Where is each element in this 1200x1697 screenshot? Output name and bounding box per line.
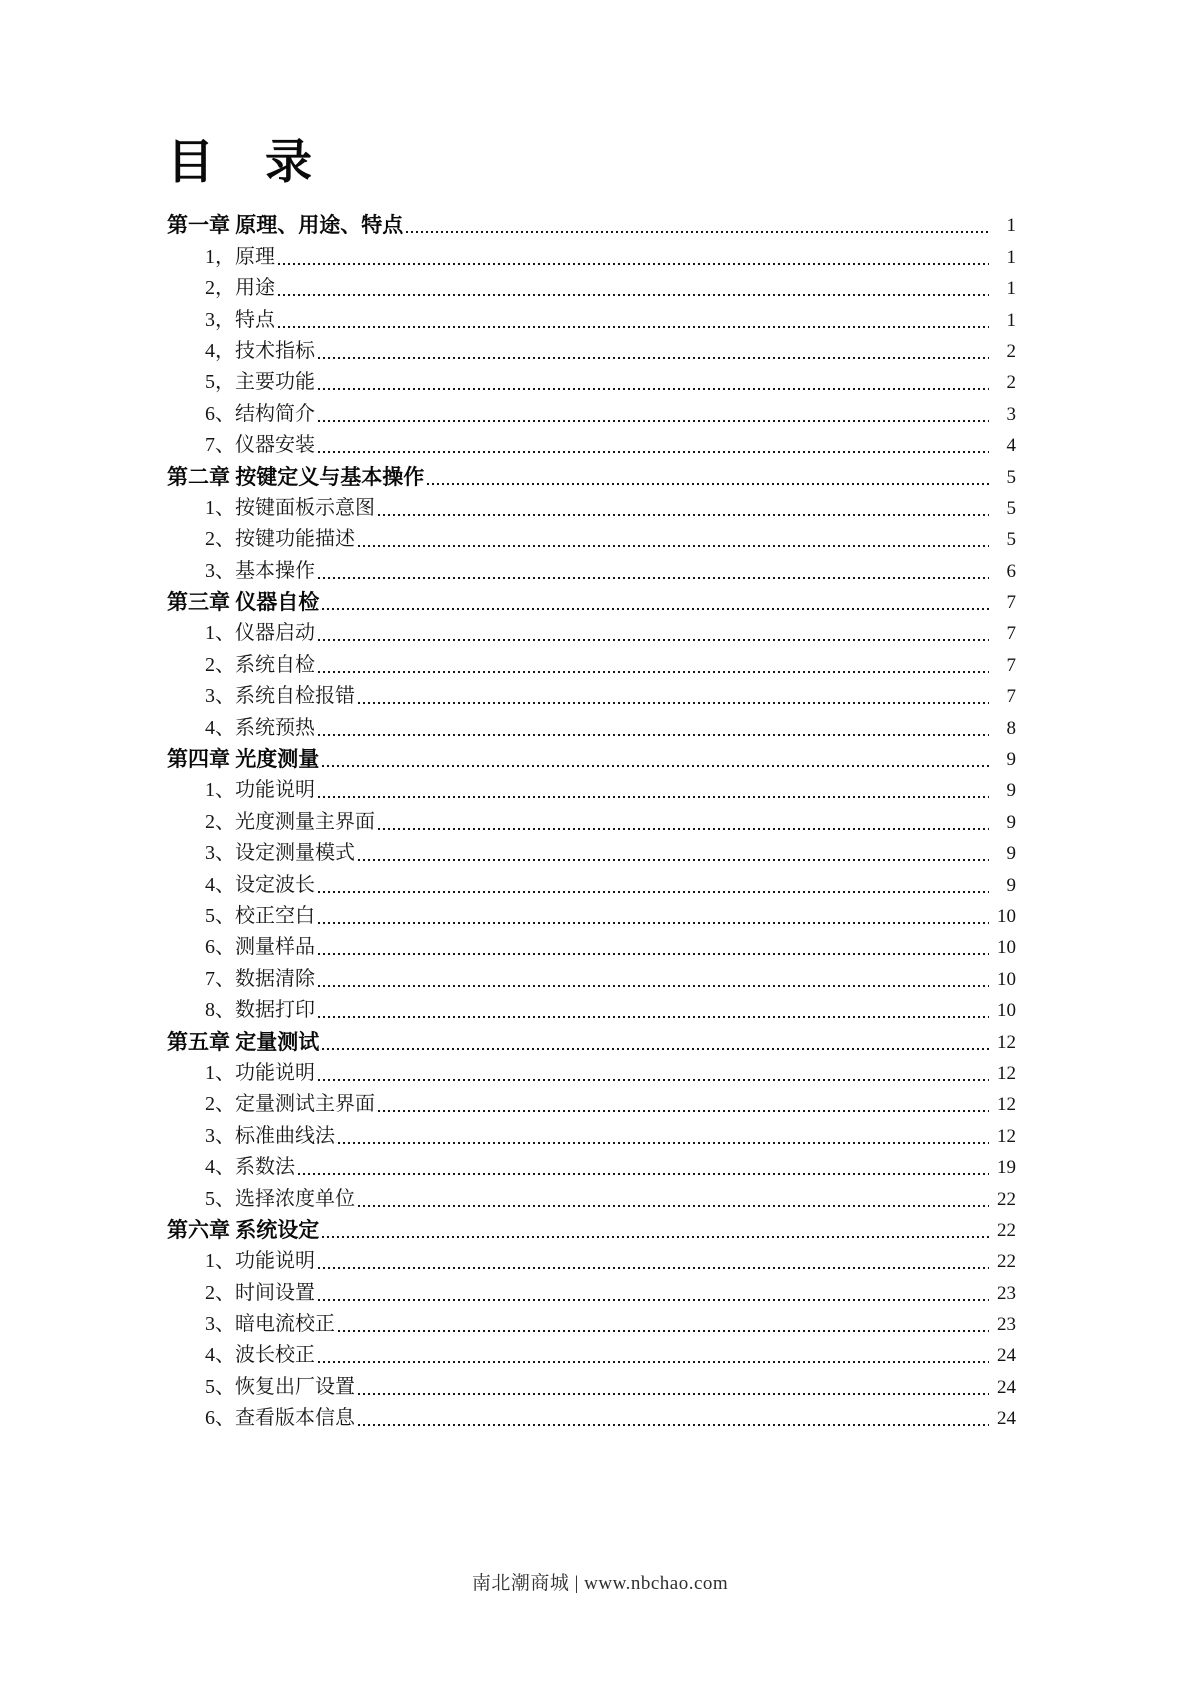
toc-entry-page: 10 <box>997 1000 1016 1022</box>
toc-leader-dots <box>322 1236 989 1238</box>
toc-entry-label: 第一章 原理、用途、特点 <box>167 213 404 238</box>
toc-entry-label: 4、波长校正 <box>205 1344 315 1367</box>
toc-entry-page: 7 <box>1006 592 1016 614</box>
toc-entry-page: 24 <box>997 1408 1016 1430</box>
toc-leader-dots <box>358 1205 989 1207</box>
toc-row-item <box>167 1399 1016 1430</box>
toc-row-item <box>167 363 1016 394</box>
toc-row-item <box>167 802 1016 833</box>
toc-entry-page: 7 <box>1006 623 1016 645</box>
toc-entry-page: 5 <box>1006 529 1016 551</box>
toc-row-item <box>167 426 1016 457</box>
toc-row-item <box>167 991 1016 1022</box>
toc-row-item <box>167 489 1016 520</box>
toc-row-item <box>167 834 1016 865</box>
toc-entry-label: 第六章 系统设定 <box>167 1217 320 1242</box>
toc-leader-dots <box>322 1048 989 1050</box>
toc-entry-label: 2、光度测量主界面 <box>205 810 375 833</box>
toc-entry-label: 6、测量样品 <box>205 936 315 959</box>
toc-entry-page: 10 <box>997 968 1016 990</box>
toc-leader-dots <box>358 545 989 547</box>
toc-leader-dots <box>318 388 989 390</box>
toc-row-item <box>167 865 1016 896</box>
toc-entry-page: 1 <box>1006 278 1016 300</box>
toc-row-item <box>167 1367 1016 1398</box>
toc-leader-dots <box>318 953 989 955</box>
toc-leader-dots <box>338 1330 989 1332</box>
toc-leader-dots <box>318 671 989 673</box>
toc-leader-dots <box>318 1361 989 1363</box>
toc-row-chapter <box>167 457 1016 488</box>
toc-entry-label: 3、标准曲线法 <box>205 1124 335 1147</box>
toc-leader-dots <box>322 765 989 767</box>
toc-entry-label: 2、按键功能描述 <box>205 528 355 551</box>
toc-entry-page: 22 <box>997 1219 1016 1241</box>
toc-leader-dots <box>406 231 989 233</box>
toc-row-chapter <box>167 1022 1016 1053</box>
toc-entry-label: 8、数据打印 <box>205 999 315 1022</box>
toc-entry-page: 22 <box>997 1251 1016 1273</box>
toc-row-item <box>167 1305 1016 1336</box>
toc-row-item <box>167 645 1016 676</box>
toc-leader-dots <box>318 1299 989 1301</box>
toc-entry-label: 第五章 定量测试 <box>167 1029 320 1054</box>
toc-row-item <box>167 332 1016 363</box>
toc-entry-label: 第二章 按键定义与基本操作 <box>167 464 425 489</box>
toc-row-chapter <box>167 583 1016 614</box>
toc-entry-page: 24 <box>997 1376 1016 1398</box>
toc-entry-page: 1 <box>1006 246 1016 268</box>
toc-entry-label: 2，用途 <box>205 277 275 300</box>
toc-leader-dots <box>318 420 989 422</box>
toc-row-chapter <box>167 740 1016 771</box>
toc-leader-dots <box>298 1173 989 1175</box>
toc-row-item <box>167 771 1016 802</box>
toc-entry-page: 10 <box>997 937 1016 959</box>
toc-entry-page: 23 <box>997 1282 1016 1304</box>
toc-row-item <box>167 237 1016 268</box>
toc-entry-page: 2 <box>1006 372 1016 394</box>
toc-leader-dots <box>378 1110 989 1112</box>
toc-leader-dots <box>318 796 989 798</box>
toc-entry-page: 9 <box>1006 811 1016 833</box>
toc-entry-page: 3 <box>1006 403 1016 425</box>
toc-leader-dots <box>278 294 989 296</box>
toc-entry-page: 9 <box>1006 780 1016 802</box>
toc-entry-label: 6、查看版本信息 <box>205 1407 355 1430</box>
toc-leader-dots <box>318 577 989 579</box>
footer-text: 南北潮商城 | www.nbchao.com <box>471 1573 729 1594</box>
toc-leader-dots <box>378 514 989 516</box>
toc-row-item <box>167 1179 1016 1210</box>
toc-leader-dots <box>318 922 989 924</box>
toc-entry-page: 23 <box>997 1314 1016 1336</box>
toc-entry-page: 9 <box>1006 843 1016 865</box>
toc-entry-label: 1、功能说明 <box>205 1061 315 1084</box>
toc-leader-dots <box>322 608 989 610</box>
toc-leader-dots <box>318 985 989 987</box>
toc-entry-label: 5、校正空白 <box>205 904 315 927</box>
toc-entry-label: 3、基本操作 <box>205 559 315 582</box>
toc-entry-page: 12 <box>997 1062 1016 1084</box>
toc-leader-dots <box>318 639 989 641</box>
toc-row-item <box>167 614 1016 645</box>
toc-leader-dots <box>318 1267 989 1269</box>
toc-entry-label: 5、恢复出厂设置 <box>205 1375 355 1398</box>
toc-entry-label: 1、仪器启动 <box>205 622 315 645</box>
toc-entry-page: 12 <box>997 1125 1016 1147</box>
toc-entry-label: 第四章 光度测量 <box>167 747 320 772</box>
toc-entry-page: 8 <box>1006 717 1016 739</box>
toc-leader-dots <box>427 483 989 485</box>
toc-entry-page: 7 <box>1006 654 1016 676</box>
toc-entry-label: 3、系统自检报错 <box>205 685 355 708</box>
toc-leader-dots <box>318 451 989 453</box>
toc-entry-label: 1、功能说明 <box>205 779 315 802</box>
toc-entry-label: 2、定量测试主界面 <box>205 1093 375 1116</box>
toc-list <box>167 206 1016 1430</box>
toc-entry-label: 3，特点 <box>205 308 275 331</box>
toc-row-item <box>167 1273 1016 1304</box>
toc-entry-page: 9 <box>1006 749 1016 771</box>
toc-entry-label: 3、暗电流校正 <box>205 1313 335 1336</box>
toc-entry-page: 1 <box>1006 309 1016 331</box>
toc-entry-label: 1、按键面板示意图 <box>205 496 375 519</box>
toc-entry-label: 6、结构简介 <box>205 402 315 425</box>
toc-entry-page: 6 <box>1006 560 1016 582</box>
toc-leader-dots <box>278 326 989 328</box>
toc-leader-dots <box>318 1016 989 1018</box>
toc-entry-page: 19 <box>997 1157 1016 1179</box>
page-title: 目 录 <box>167 137 314 189</box>
toc-entry-label: 7、数据清除 <box>205 967 315 990</box>
toc-leader-dots <box>358 859 989 861</box>
toc-row-item <box>167 1116 1016 1147</box>
toc-entry-label: 1，原理 <box>205 245 275 268</box>
toc-entry-label: 1、功能说明 <box>205 1250 315 1273</box>
toc-entry-page: 2 <box>1006 340 1016 362</box>
toc-row-item <box>167 551 1016 582</box>
toc-row-item <box>167 1085 1016 1116</box>
toc-entry-page: 4 <box>1006 435 1016 457</box>
toc-entry-page: 5 <box>1006 466 1016 488</box>
toc-entry-page: 1 <box>1006 215 1016 237</box>
toc-row-item <box>167 1148 1016 1179</box>
toc-row-chapter <box>167 1211 1016 1242</box>
toc-entry-page: 7 <box>1006 686 1016 708</box>
toc-entry-page: 9 <box>1006 874 1016 896</box>
toc-row-item <box>167 1054 1016 1085</box>
toc-row-item <box>167 394 1016 425</box>
toc-row-item <box>167 1242 1016 1273</box>
toc-row-item <box>167 708 1016 739</box>
toc-leader-dots <box>378 828 989 830</box>
toc-entry-label: 4、系数法 <box>205 1156 295 1179</box>
toc-leader-dots <box>358 1393 989 1395</box>
toc-row-chapter <box>167 206 1016 237</box>
toc-row-item <box>167 677 1016 708</box>
toc-row-item <box>167 959 1016 990</box>
toc-leader-dots <box>318 734 989 736</box>
toc-entry-label: 第三章 仪器自检 <box>167 590 320 615</box>
toc-leader-dots <box>318 891 989 893</box>
toc-entry-label: 2、时间设置 <box>205 1281 315 1304</box>
toc-leader-dots <box>358 702 989 704</box>
toc-entry-page: 24 <box>997 1345 1016 1367</box>
toc-leader-dots <box>318 357 989 359</box>
toc-row-item <box>167 897 1016 928</box>
toc-entry-label: 4、设定波长 <box>205 873 315 896</box>
toc-entry-label: 7、仪器安装 <box>205 434 315 457</box>
toc-entry-page: 12 <box>997 1094 1016 1116</box>
toc-row-item <box>167 300 1016 331</box>
toc-row-item <box>167 269 1016 300</box>
toc-entry-label: 3、设定测量模式 <box>205 842 355 865</box>
toc-entry-page: 5 <box>1006 497 1016 519</box>
toc-row-item <box>167 1336 1016 1367</box>
toc-row-item <box>167 520 1016 551</box>
toc-entry-label: 5，主要功能 <box>205 371 315 394</box>
toc-entry-label: 4，技术指标 <box>205 339 315 362</box>
toc-entry-label: 4、系统预热 <box>205 716 315 739</box>
toc-entry-label: 2、系统自检 <box>205 653 315 676</box>
toc-entry-page: 12 <box>997 1031 1016 1053</box>
toc-entry-page: 10 <box>997 905 1016 927</box>
toc-leader-dots <box>318 1079 989 1081</box>
toc-row-item <box>167 928 1016 959</box>
toc-entry-page: 22 <box>997 1188 1016 1210</box>
toc-leader-dots <box>278 263 989 265</box>
toc-entry-label: 5、选择浓度单位 <box>205 1187 355 1210</box>
toc-leader-dots <box>358 1424 989 1426</box>
toc-leader-dots <box>338 1142 989 1144</box>
